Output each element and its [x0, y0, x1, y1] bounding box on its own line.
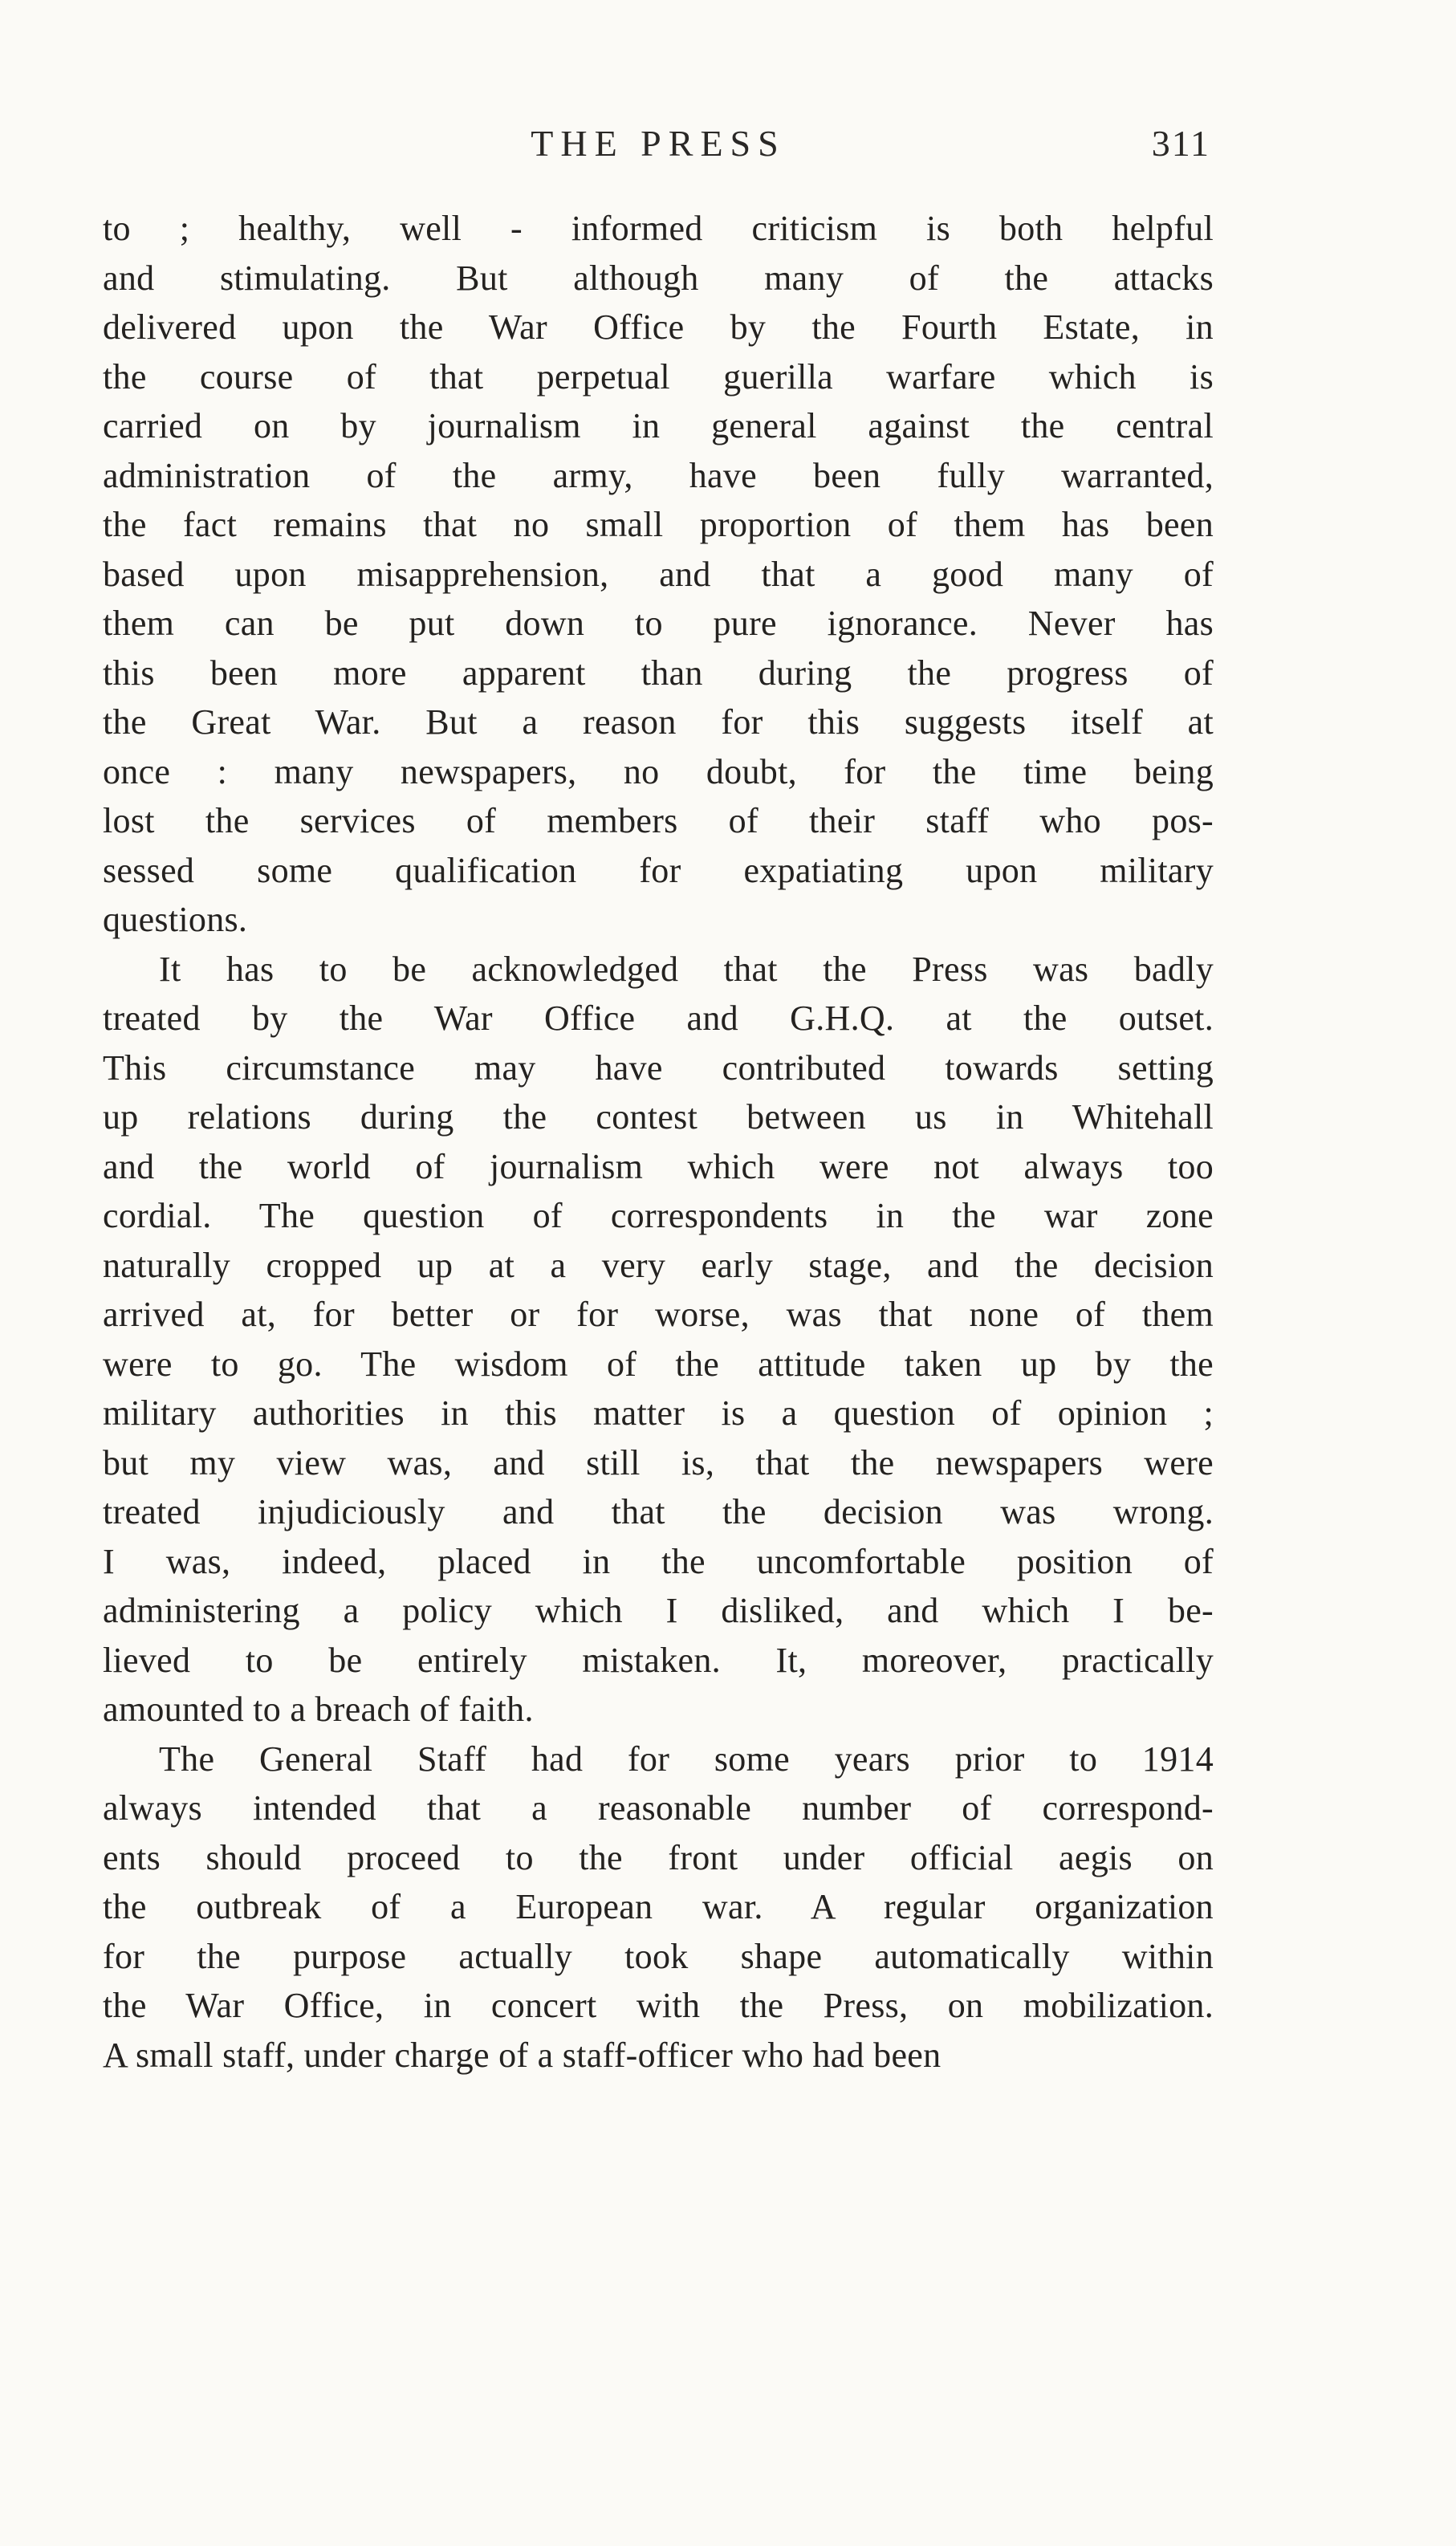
text-line: A small staff, under charge of a staff-officer who had been	[103, 2035, 942, 2075]
text-line: and stimulating. But although many of the attacks	[103, 258, 1214, 298]
text-line: military authorities in this matter is a question of opinion ;	[103, 1393, 1214, 1433]
text-line: up relations during the contest between us in Whitehall	[103, 1097, 1214, 1137]
text-line: carried on by journalism in general against the central	[103, 406, 1214, 445]
text-line: once : many newspapers, no doubt, for the time being	[103, 751, 1214, 791]
page-body	[103, 204, 1214, 2080]
text-line: them can be put down to pure ignorance. Never has	[103, 604, 1214, 643]
text-line: treated injudiciously and that the decision was wrong.	[103, 1492, 1214, 1531]
page-title: THE PRESS	[531, 123, 786, 164]
text-line: It has to be acknowledged that the Press was badly	[159, 949, 1214, 989]
text-line: based upon misapprehension, and that a good many of	[103, 554, 1214, 594]
text-line: This circumstance may have contributed towards setting	[103, 1047, 1214, 1088]
text-line: treated by the War Office and G.H.Q. at the outset.	[103, 998, 1214, 1038]
text-line: the course of that perpetual guerilla warfare which is	[103, 356, 1214, 397]
page-number: 311	[1151, 123, 1210, 164]
text-line: the War Office, in concert with the Press, on mobilization.	[103, 1986, 1214, 2025]
text-line: amounted to a breach of faith.	[103, 1690, 534, 1729]
text-line: delivered upon the War Office by the Fourth Estate, in	[103, 307, 1214, 347]
page-header	[103, 0, 1214, 169]
text-line: administration of the army, have been fully warranted,	[103, 455, 1214, 495]
text-line: this been more apparent than during the progress of	[103, 653, 1214, 693]
text-line: the fact remains that no small proportion of them has been	[103, 505, 1214, 544]
text-line: and the world of journalism which were not always too	[103, 1146, 1214, 1186]
text-line: always intended that a reasonable number of correspond-	[103, 1788, 1214, 1828]
text-line: the Great War. But a reason for this suggests itself at	[103, 702, 1214, 742]
text-line: lieved to be entirely mistaken. It, moreover, practically	[103, 1640, 1214, 1680]
text-line: I was, indeed, placed in the uncomfortable position of	[103, 1541, 1214, 1581]
text-line: to ; healthy, well - informed criticism is both helpful	[103, 209, 1214, 248]
text-line: administering a policy which I disliked, and which I be-	[103, 1591, 1214, 1630]
text-line: for the purpose actually took shape automatically within	[103, 1936, 1214, 1976]
text-line: cordial. The question of correspondents in the war zone	[103, 1196, 1214, 1235]
text-line: ents should proceed to the front under official aegis on	[103, 1837, 1214, 1877]
text-line: but my view was, and still is, that the newspapers were	[103, 1442, 1214, 1482]
text-line: naturally cropped up at a very early stage, and the decision	[103, 1245, 1214, 1285]
text-line: The General Staff had for some years prior to 1914	[159, 1739, 1214, 1779]
text-line: questions.	[103, 900, 248, 939]
text-line: sessed some qualification for expatiating upon military	[103, 850, 1214, 890]
paragraph	[103, 945, 1214, 1735]
text-line: arrived at, for better or for worse, was that none of them	[103, 1295, 1214, 1334]
paragraph	[103, 1735, 1214, 2080]
text-line: the outbreak of a European war. A regular organization	[103, 1887, 1214, 1926]
paragraph	[103, 204, 1214, 945]
text-line: were to go. The wisdom of the attitude taken up by the	[103, 1344, 1214, 1384]
text-line: lost the services of members of their staff who pos-	[103, 801, 1214, 840]
